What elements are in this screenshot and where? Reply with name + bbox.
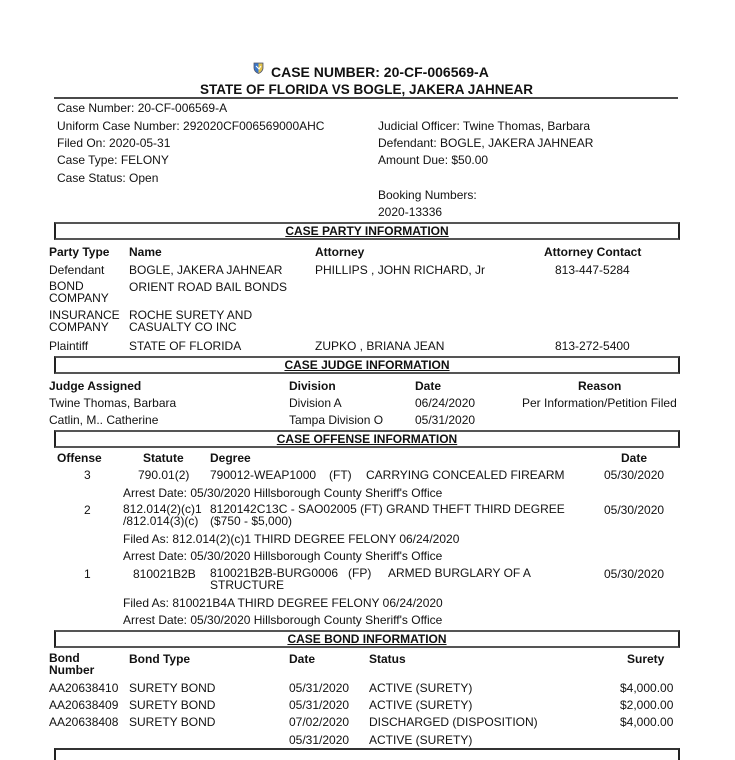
offense-degree-class: (FP) [348,566,372,580]
summary-defendant: Defendant: BOGLE, JAKERA JAHNEAR [378,136,594,150]
offense-degree-code: 790012-WEAP1000 [210,468,317,482]
offense-description-cont: STRUCTURE [210,578,284,592]
next-section-header [54,748,680,760]
party-header-contact: Attorney Contact [544,245,642,259]
party-type: Defendant [49,263,105,277]
bond-number: AA20638409 [49,698,119,712]
party-header-type: Party Type [49,245,110,259]
summary-case-number: Case Number: 20-CF-006569-A [57,101,228,115]
bond-surety: $2,000.00 [620,698,674,712]
party-attorney-contact: 813-447-5284 [555,263,630,277]
summary-uniform-case-number: Uniform Case Number: 292020CF006569000AHC [57,119,325,133]
shield-icon [253,62,264,74]
bond-type: SURETY BOND [129,715,216,729]
bond-header-date: Date [289,652,316,666]
summary-judicial-officer: Judicial Officer: Twine Thomas, Barbara [378,119,591,133]
party-section-header [54,222,680,240]
offense-description: 8120142C13C - SAO02005 (FT) GRAND THEFT THIRD DEGREE [210,502,565,516]
party-type: Plaintiff [49,339,89,353]
bond-date: 05/31/2020 [289,681,350,695]
party-attorney: PHILLIPS , JOHN RICHARD, Jr [315,263,486,277]
offense-degree-class: (FT) [329,468,352,482]
judge-header-assigned: Judge Assigned [49,379,142,393]
summary-filed-on: Filed On: 2020-05-31 [57,136,171,150]
bond-type: SURETY BOND [129,681,216,695]
offense-degree-code: 810021B2B-BURG0006 [210,566,339,580]
bond-header-status: Status [369,652,406,666]
party-name: STATE OF FLORIDA [129,339,242,353]
bond-type: SURETY BOND [129,698,216,712]
offense-header-degree: Degree [210,451,251,465]
bond-surety: $4,000.00 [620,681,674,695]
bond-date: 07/02/2020 [289,715,350,729]
offense-date: 05/30/2020 [604,567,665,581]
judge-date: 05/31/2020 [415,413,476,427]
offense-description: ARMED BURGLARY OF A [388,566,531,580]
party-type-cont: COMPANY [49,291,109,305]
judge-section-header [54,356,680,374]
party-header-attorney: Attorney [315,245,365,259]
offense-filed-as: Filed As: 810021B4A THIRD DEGREE FELONY 06/24/2020 [123,596,443,610]
bond-section-title: CASE BOND INFORMATION [287,632,447,646]
party-name: ROCHE SURETY AND [129,308,253,322]
bond-status: ACTIVE (SURETY) [369,733,473,747]
offense-number: 2 [84,503,91,517]
offense-number: 1 [84,567,91,581]
offense-date: 05/30/2020 [604,503,665,517]
bond-number: AA20638408 [49,715,119,729]
bond-status: ACTIVE (SURETY) [369,698,473,712]
summary-booking-number: 2020-13336 [378,205,443,219]
bond-status: DISCHARGED (DISPOSITION) [369,715,538,729]
offense-header-offense: Offense [57,451,102,465]
offense-statute-cont: /812.014(3)(c) [123,514,199,528]
case-number-title: CASE NUMBER: 20-CF-006569-A [271,64,489,80]
bond-header-type: Bond Type [129,652,191,666]
judge-reason: Per Information/Petition Filed [522,396,677,410]
offense-header-statute: Statute [143,451,184,465]
judge-division: Tampa Division O [289,413,384,427]
party-section-title: CASE PARTY INFORMATION [285,224,449,238]
judge-date: 06/24/2020 [415,396,476,410]
party-attorney: ZUPKO , BRIANA JEAN [315,339,445,353]
bond-date: 05/31/2020 [289,698,350,712]
summary-amount-due: Amount Due: $50.00 [378,153,489,167]
party-name-cont: CASUALTY CO INC [129,320,237,334]
bond-header-number: Bond [49,651,80,665]
offense-arrest-info: Arrest Date: 05/30/2020 Hillsborough County Sheriff's Office [123,549,443,563]
offense-header-date: Date [621,451,648,465]
offense-section-header [54,430,680,448]
party-type: INSURANCE [49,308,120,322]
bond-number: AA20638410 [49,681,119,695]
judge-name: Twine Thomas, Barbara [49,396,177,410]
judge-header-division: Division [289,379,336,393]
offense-description-cont: ($750 - $5,000) [210,514,293,528]
bond-section-header [54,630,680,648]
offense-date: 05/30/2020 [604,468,665,482]
judge-name: Catlin, M.. Catherine [49,413,159,427]
summary-case-status: Case Status: Open [57,171,159,185]
bond-header-surety: Surety [627,652,665,666]
offense-section-title: CASE OFFENSE INFORMATION [276,432,458,446]
offense-number: 3 [84,468,91,482]
offense-statute: 812.014(2)(c)1 [123,502,202,516]
party-name: BOGLE, JAKERA JAHNEAR [129,263,283,277]
party-type-cont: COMPANY [49,320,109,334]
bond-surety: $4,000.00 [620,715,674,729]
offense-arrest-info: Arrest Date: 05/30/2020 Hillsborough County Sheriff's Office [123,613,443,627]
header-rule [54,97,678,99]
offense-description: CARRYING CONCEALED FIREARM [366,468,565,482]
party-header-name: Name [129,245,162,259]
party-name: ORIENT ROAD BAIL BONDS [129,280,288,294]
bond-date: 05/31/2020 [289,733,350,747]
judge-division: Division A [289,396,342,410]
offense-statute: 810021B2B [133,567,196,581]
judge-section-title: CASE JUDGE INFORMATION [284,358,450,372]
summary-case-type: Case Type: FELONY [57,153,169,167]
bond-status: ACTIVE (SURETY) [369,681,473,695]
bond-header-number-cont: Number [49,663,95,677]
summary-booking-label: Booking Numbers: [378,188,477,202]
party-type: BOND [49,279,84,293]
judge-header-reason: Reason [578,379,622,393]
offense-filed-as: Filed As: 812.014(2)(c)1 THIRD DEGREE FELONY 06/24/2020 [123,532,460,546]
case-style-title: STATE OF FLORIDA VS BOGLE, JAKERA JAHNEAR [200,82,534,97]
party-attorney-contact: 813-272-5400 [555,339,630,353]
offense-statute: 790.01(2) [138,468,190,482]
offense-arrest-info: Arrest Date: 05/30/2020 Hillsborough County Sheriff's Office [123,486,443,500]
judge-header-date: Date [415,379,442,393]
